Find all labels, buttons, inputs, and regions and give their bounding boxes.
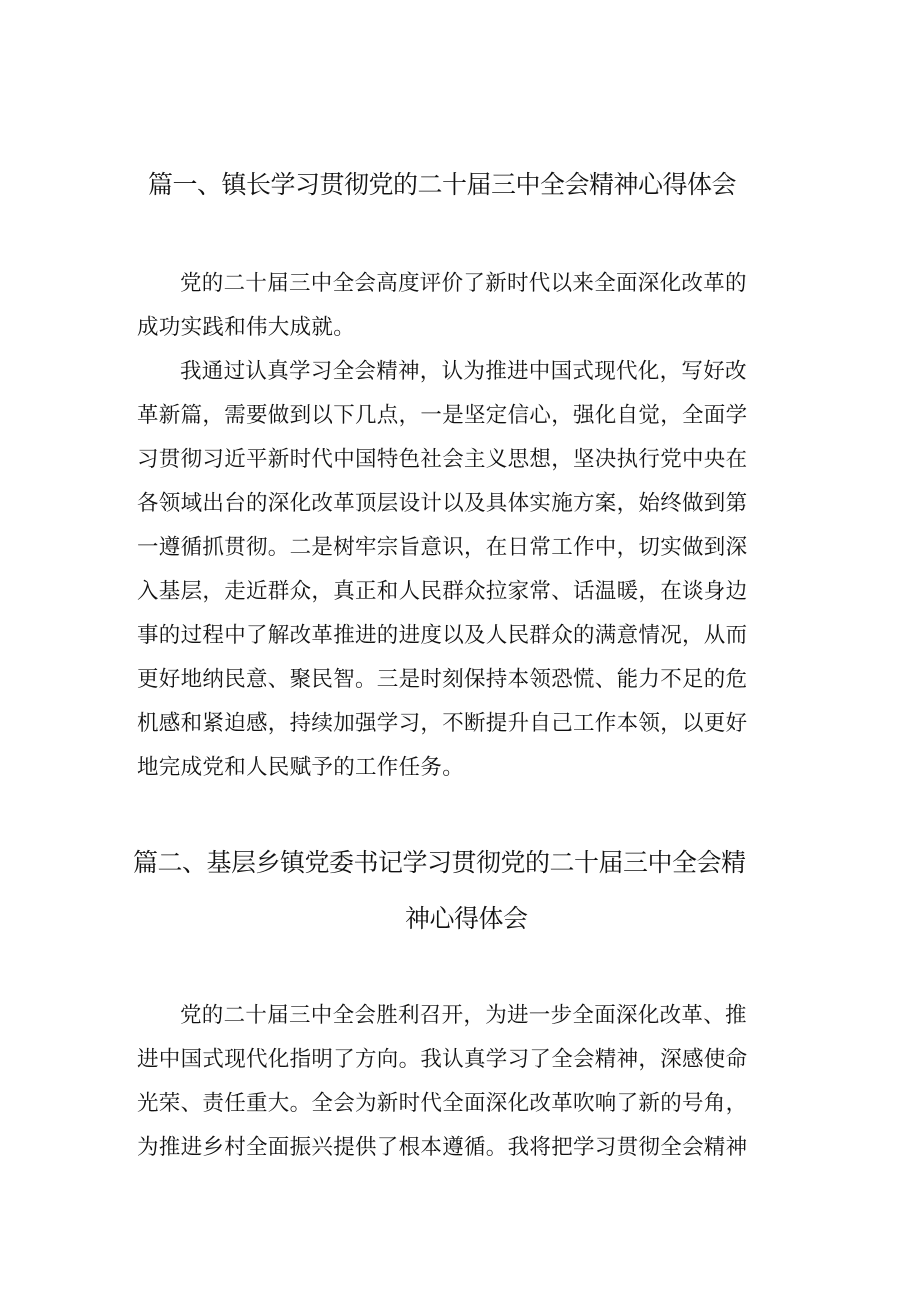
section-title-continuation: 神心得体会: [405, 904, 528, 933]
section-title: 篇二、基层乡镇党委书记学习贯彻党的二十届三中全会精: [133, 848, 746, 877]
paragraph-line: 一遵循抓贯彻。二是树牢宗旨意识，在日常工作中，切实做到深: [137, 535, 748, 560]
paragraph-line: 机感和紧迫感，持续加强学习，不断提升自己工作本领，以更好: [137, 711, 748, 736]
paragraph-line: 事的过程中了解改革推进的进度以及人民群众的满意情况，从而: [137, 623, 748, 648]
paragraph-line: 成功实践和伟大成就。: [137, 315, 356, 340]
paragraph-line: 革新篇，需要做到以下几点，一是坚定信心，强化自觉，全面学: [137, 403, 748, 428]
paragraph-line: 各领域出台的深化改革顶层设计以及具体实施方案，始终做到第: [137, 491, 748, 516]
section-title: 篇一、镇长学习贯彻党的二十届三中全会精神心得体会: [148, 170, 737, 199]
paragraph-line: 更好地纳民意、聚民智。三是时刻保持本领恐慌、能力不足的危: [137, 667, 748, 692]
paragraph-line: 地完成党和人民赋予的工作任务。: [137, 755, 465, 780]
paragraph-line: 我通过认真学习全会精神，认为推进中国式现代化，写好改: [180, 359, 747, 384]
paragraph-line: 进中国式现代化指明了方向。我认真学习了全会精神，深感使命: [137, 1047, 748, 1072]
paragraph-line: 入基层，走近群众，真正和人民群众拉家常、话温暖，在谈身边: [137, 579, 748, 604]
paragraph-line: 党的二十届三中全会胜利召开，为进一步全面深化改革、推: [180, 1003, 747, 1028]
paragraph-line: 光荣、责任重大。全会为新时代全面深化改革吹响了新的号角，: [137, 1091, 748, 1116]
paragraph-line: 习贯彻习近平新时代中国特色社会主义思想，坚决执行党中央在: [137, 447, 748, 472]
paragraph-line: 党的二十届三中全会高度评价了新时代以来全面深化改革的: [180, 271, 747, 296]
paragraph-line: 为推进乡村全面振兴提供了根本遵循。我将把学习贯彻全会精神: [137, 1135, 748, 1160]
